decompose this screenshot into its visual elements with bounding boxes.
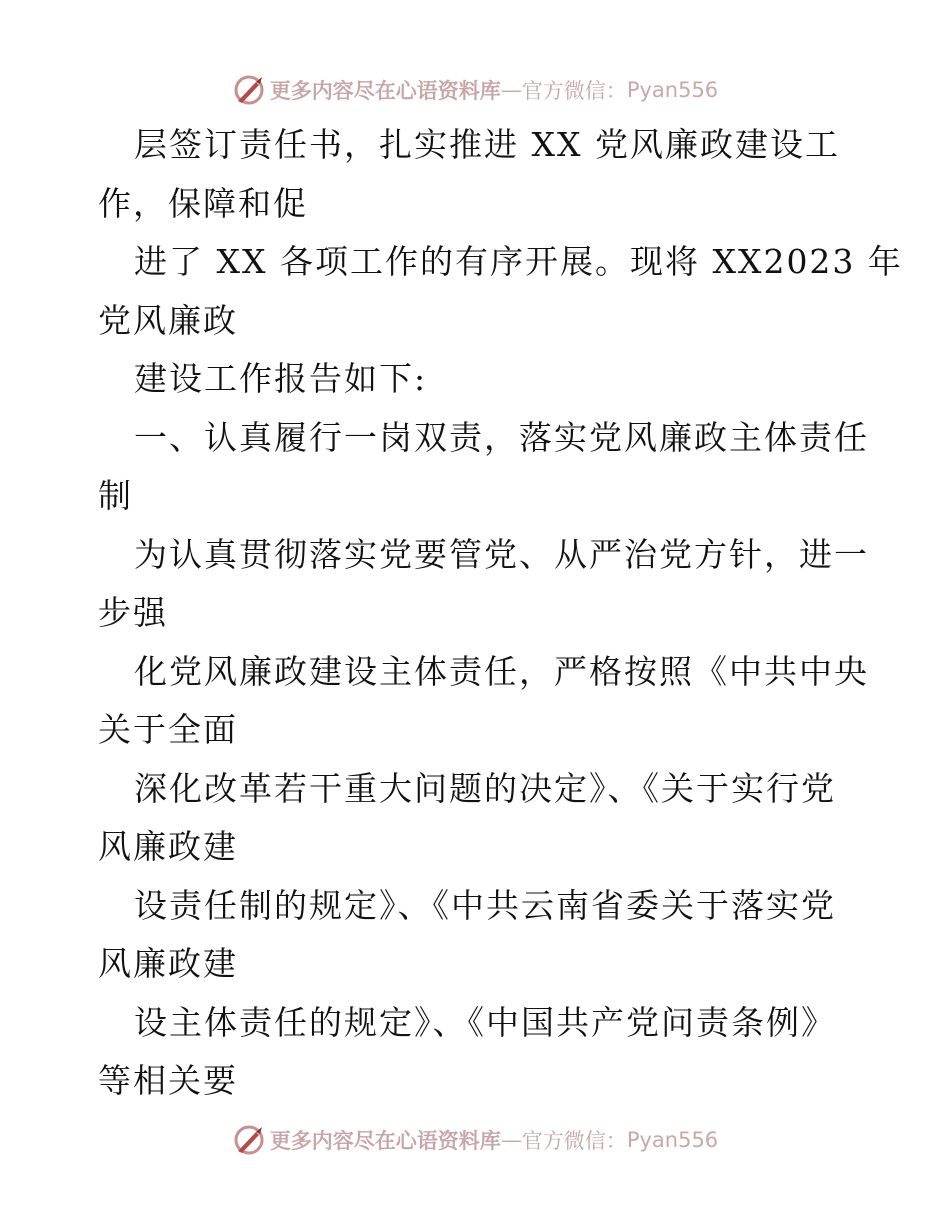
text-line: 步强 bbox=[98, 593, 168, 632]
text-line: 深化改革若干重大问题的决定》、《关于实行党 bbox=[134, 768, 836, 808]
watermark-dash: — bbox=[500, 1128, 522, 1152]
quill-pen-logo-icon bbox=[232, 73, 266, 107]
text-line: 设主体责任的规定》、《中国共产党问责条例》 bbox=[134, 1002, 836, 1042]
quill-pen-logo-icon bbox=[232, 1123, 266, 1157]
watermark-wechat-id: Pyan556 bbox=[626, 78, 719, 102]
text-line: 风廉政建 bbox=[98, 944, 238, 983]
text-line: 党风廉政 bbox=[98, 300, 238, 340]
watermark-wechat-label: 官方微信： bbox=[521, 79, 627, 103]
text-line: 制 bbox=[98, 476, 133, 515]
watermark-wechat-label: 官方微信： bbox=[521, 1129, 627, 1153]
document-body bbox=[98, 116, 903, 1111]
watermark-wechat-id: Pyan556 bbox=[626, 1128, 719, 1152]
footer-watermark bbox=[0, 1120, 950, 1160]
text-line: 风廉政建 bbox=[98, 827, 238, 866]
text-line: 一、认真履行一岗双责，落实党风廉政主体责任 bbox=[134, 417, 869, 457]
text-line: 作，保障和促 bbox=[98, 183, 308, 223]
watermark-dash: — bbox=[500, 78, 522, 102]
text-line: 化党风廉政建设主体责任，严格按照《中共中央 bbox=[134, 651, 869, 691]
text-line: 建设工作报告如下: bbox=[134, 359, 428, 398]
text-line: 设责任制的规定》、《中共云南省委关于落实党 bbox=[134, 885, 836, 925]
text-line: 关于全面 bbox=[98, 710, 238, 749]
text-line: 进了 XX 各项工作的有序开展。现将 XX2023 年 bbox=[134, 242, 903, 281]
header-watermark bbox=[0, 70, 950, 110]
watermark-main-text: 更多内容尽在心语资料库 bbox=[269, 1128, 501, 1153]
text-line: 层签订责任书，扎实推进 XX 党风廉政建设工 bbox=[134, 125, 840, 164]
watermark-main-text: 更多内容尽在心语资料库 bbox=[269, 78, 501, 103]
text-line: 为认真贯彻落实党要管党、从严治党方针，进一 bbox=[134, 534, 869, 574]
text-line: 等相关要 bbox=[98, 1061, 238, 1100]
